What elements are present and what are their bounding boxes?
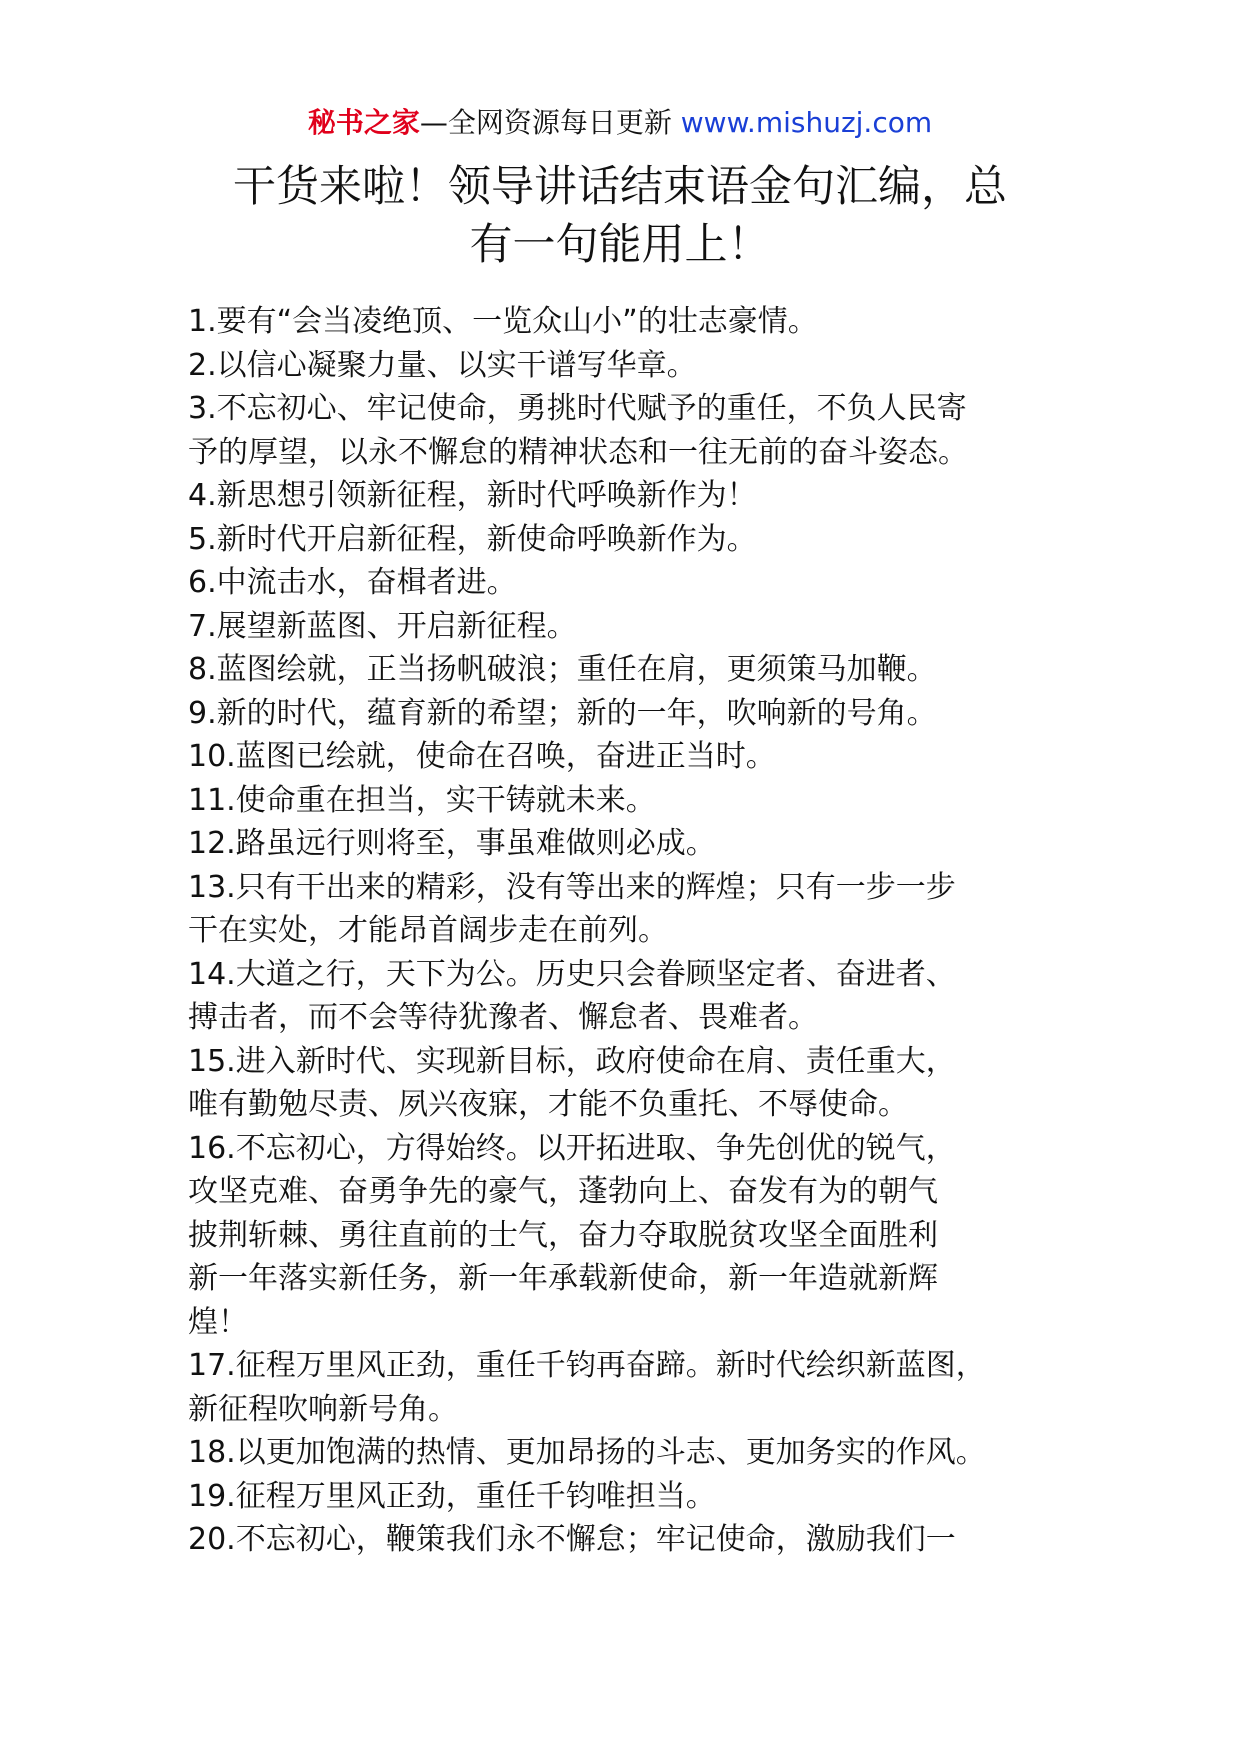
text-line: 19.征程万里风正劲，重任千钧唯担当。 [188, 1478, 716, 1514]
text-line: 5.新时代开启新征程，新使命呼唤新作为。 [188, 521, 757, 557]
site-tagline: —全网资源每日更新 [419, 106, 681, 139]
text-line: 15.进入新时代、实现新目标，政府使命在肩、责任重大， [188, 1043, 956, 1079]
text-line: 搏击者，而不会等待犹豫者、懈怠者、畏难者。 [188, 1000, 818, 1035]
text-line: 18.以更加饱满的热情、更加昂扬的斗志、更加务实的作风。 [188, 1435, 986, 1470]
quote-list [188, 300, 1088, 1562]
text-line: 攻坚克难、奋勇争先的豪气，蓬勃向上、奋发有为的朝气 [188, 1174, 938, 1209]
text-line: 20.不忘初心，鞭策我们永不懈怠；牢记使命，激励我们一 [188, 1522, 956, 1557]
text-line: 干在实处，才能昂首阔步走在前列。 [188, 913, 668, 948]
text-line: 13.只有干出来的精彩，没有等出来的辉煌；只有一步一步 [188, 869, 956, 905]
text-line: 8.蓝图绘就，正当扬帆破浪；重任在肩，更须策马加鞭。 [188, 652, 937, 687]
title-line-2: 有一句能用上！ [469, 220, 771, 270]
text-line: 17.征程万里风正劲，重任千钧再奋蹄。新时代绘织新蓝图， [188, 1348, 986, 1383]
text-line: 4.新思想引领新征程，新时代呼唤新作为！ [188, 478, 757, 513]
text-line: 9.新的时代，蕴育新的希望；新的一年，吹响新的号角。 [188, 695, 937, 731]
text-line: 11.使命重在担当，实干铸就未来。 [188, 782, 656, 818]
text-line: 6.中流击水，奋楫者进。 [188, 565, 517, 600]
text-line: 2.以信心凝聚力量、以实干谱写华章。 [188, 347, 697, 383]
site-header [0, 103, 1240, 143]
text-line: 10.蓝图已绘就，使命在召唤，奋进正当时。 [188, 739, 776, 774]
text-line: 披荆斩棘、勇往直前的士气，奋力夺取脱贫攻坚全面胜利 [188, 1217, 938, 1253]
text-line: 3.不忘初心、牢记使命，勇挑时代赋予的重任，不负人民寄 [188, 391, 967, 426]
text-line: 1.要有“会当凌绝顶、一览众山小”的壮志豪情。 [188, 304, 818, 339]
text-line: 14.大道之行，天下为公。历史只会眷顾坚定者、奋进者、 [188, 956, 956, 992]
page-title [170, 158, 1070, 274]
title-line-1: 干货来啦！领导讲话结束语金句汇编，总 [233, 162, 1007, 212]
text-line: 予的厚望，以永不懈怠的精神状态和一往无前的奋斗姿态。 [188, 434, 968, 470]
text-line: 12.路虽远行则将至，事虽难做则必成。 [188, 826, 716, 861]
text-line: 新征程吹响新号角。 [188, 1391, 458, 1427]
site-url-link[interactable]: www.mishuzj.com [680, 106, 933, 139]
brand-name: 秘书之家 [307, 106, 420, 139]
text-line: 唯有勤勉尽责、夙兴夜寐，才能不负重托、不辱使命。 [188, 1087, 908, 1122]
text-line: 7.展望新蓝图、开启新征程。 [188, 608, 577, 644]
text-line: 16.不忘初心，方得始终。以开拓进取、争先创优的锐气， [188, 1130, 956, 1166]
text-line: 煌！ [188, 1304, 248, 1340]
text-line: 新一年落实新任务，新一年承载新使命，新一年造就新辉 [188, 1261, 938, 1296]
